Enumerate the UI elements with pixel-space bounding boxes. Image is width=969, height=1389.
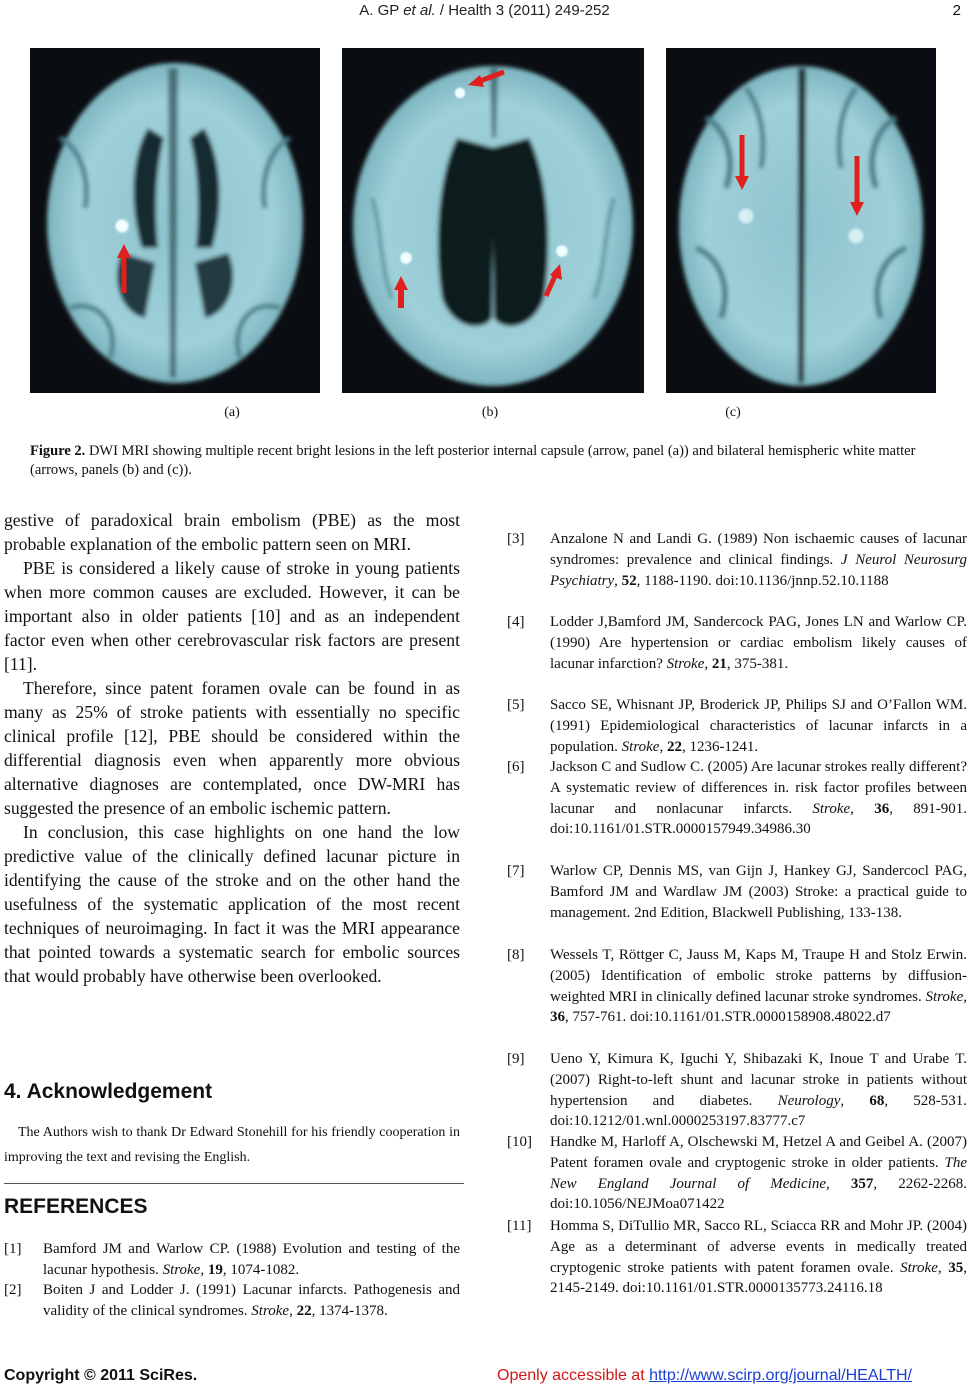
reference-volume: 22 (296, 1302, 312, 1319)
reference-journal: Stroke (162, 1261, 201, 1278)
reference-text: Homma S, DiTullio MR, Sacco RL, Sciacca RR and Mohr JP. (2004) Age as a determinant of adverse events in medically treated cryptogenic stroke patients with patent foramen ovale. (550, 1218, 967, 1276)
paragraph: In conclusion, this case highlights on one hand the low predictive value of the clinically defined lacunar picture in identifying the cause of the stroke and on the other hand the usefulness of the systematic application of the most recent techniques of neuroimaging. In fact it was the MRI appearance that pointed towards a systematic search for embolic sources that would probably have otherwise been overlooked. (4, 822, 460, 986)
reference-sep: , (614, 572, 622, 589)
footer-copyright: Copyright © 2011 SciRes. (4, 1367, 198, 1384)
header-etal: et al. (403, 2, 436, 19)
reference-journal: Stroke (812, 800, 851, 817)
reference-volume: 35 (948, 1259, 964, 1276)
header-journal: / Health 3 (2011) 249-252 (435, 2, 610, 19)
reference-pages: , 1374-1378. (311, 1302, 388, 1319)
lesion-marker (453, 86, 467, 100)
reference-volume: 19 (207, 1261, 223, 1278)
reference-pages: , 2262-2268. doi:10.1056/NEJMoa071422 (550, 1175, 968, 1213)
reference-volume: 52 (621, 572, 637, 589)
footer-access (497, 1367, 912, 1385)
reference-pages: , 1074-1082. (222, 1261, 300, 1278)
reference-volume: 36 (550, 1009, 565, 1026)
reference-sep: , (704, 655, 712, 672)
reference-number: [2] (4, 1282, 22, 1298)
header-author: A. GP (359, 2, 404, 19)
figure-caption (30, 442, 940, 480)
reference-sep: , (963, 988, 967, 1005)
paragraph: gestive of paradoxical brain embolism (PBE) as the most probable explanation of the embolic pattern seen on MRI. (4, 510, 460, 554)
caption-text: DWI MRI showing multiple recent bright lesions in the left posterior internal capsule (arrow, panel (a)) and bilateral hemispheric white matter (arrows, panels (b) and (c)). (30, 443, 916, 478)
reference-volume: 22 (666, 738, 682, 755)
reference-journal: Stroke (621, 738, 660, 755)
references-heading: REFERENCES (4, 1195, 148, 1218)
reference-pages: , 2145-2149. doi:10.1161/01.STR.0000135773.24116.18 (550, 1259, 968, 1297)
lesion-marker (398, 250, 414, 266)
lesion-marker (846, 226, 866, 246)
reference-text: Jackson C and Sudlow C. (2005) Are lacunar strokes really different? A systematic review of differences in. risk factor profiles between lacunar and nonlacunar infarcts. (550, 759, 967, 817)
reference-text: Boiten J and Lodder J. (1991) Lacunar infarcts. Pathogenesis and validity of the clinical syndromes. (43, 1282, 460, 1319)
reference-number: [9] (507, 1051, 525, 1067)
reference-sep: , (289, 1302, 297, 1319)
mri-panel-b (342, 48, 644, 393)
reference-number: [7] (507, 863, 525, 879)
reference-journal: Neurology (777, 1092, 841, 1109)
reference-pages: , 757-761. doi:10.1161/01.STR.0000158908.48022.d7 (565, 1009, 891, 1026)
caption-label: Figure 2. (30, 443, 86, 459)
panel-label-b: (b) (481, 405, 499, 420)
reference-sep: , (850, 800, 875, 817)
reference-text: Sacco SE, Whisnant JP, Broderick JP, Philips SJ and O’Fallon WM. (1991) Epidemiological characteristics of lacunar infarcts in a population. (550, 697, 967, 755)
reference-volume: 36 (874, 800, 890, 817)
lesion-marker (113, 217, 131, 235)
paragraph: Therefore, since patent foramen ovale can be found in as many as 25% of stroke patients with essentially no specific clinical profile [12], PBE should be considered within the differential diagnosis even when apparently more obvious alternative diagnoses are contemplated, once DW-MRI has suggested the presence of an embolic ischemic pattern. (4, 678, 460, 818)
reference-volume: 21 (711, 655, 727, 672)
reference-journal: Stroke (925, 988, 964, 1005)
running-header (0, 2, 969, 19)
reference-journal: Stroke (251, 1302, 290, 1319)
reference-sep: , (937, 1259, 949, 1276)
reference-journal: J Neurol Neurosurg Psychiatry (550, 551, 967, 589)
reference-journal: Stroke (900, 1259, 938, 1276)
reference-text: Wessels T, Röttger C, Jauss M, Kaps M, Traupe H and Stolz Erwin. (2005) Identification of embolic stroke patterns by diffusion-weighted MRI in clinically defined lacunar stroke syndromes. (550, 947, 967, 1005)
panel-label-a: (a) (224, 405, 240, 420)
reference-number: [11] (507, 1218, 532, 1234)
divider (4, 1183, 464, 1184)
reference-number: [6] (507, 759, 525, 775)
reference-text: Bamford JM and Warlow CP. (1988) Evolution and testing of the lacunar hypothesis. (43, 1241, 460, 1278)
reference-volume: 357 (850, 1175, 874, 1192)
reference-number: [3] (507, 531, 525, 547)
reference-number: [8] (507, 947, 525, 963)
acknowledgement-heading: 4. Acknowledgement (4, 1080, 213, 1103)
reference-text: Handke M, Harloff A, Olschewski M, Hetzel A and Geibel A. (2007) Patent foramen ovale and cryptogenic stroke in older patients. (550, 1134, 967, 1171)
left-column (4, 508, 460, 988)
reference-sep: , (840, 1092, 870, 1109)
reference-sep: , (659, 738, 667, 755)
reference-number: [1] (4, 1241, 22, 1257)
lesion-marker (554, 243, 570, 259)
reference-text: Anzalone N and Landi G. (1989) Non ischaemic causes of lacunar syndromes: prevalence and clinical findings. (550, 531, 967, 568)
page-number: 2 (952, 2, 961, 19)
mri-panel-c (666, 48, 936, 393)
reference-sep: , (826, 1175, 851, 1192)
reference-pages: , 528-531. doi:10.1212/01.wnl.0000253197.83777.c7 (550, 1092, 967, 1130)
journal-link[interactable]: http://www.scirp.org/journal/HEALTH/ (649, 1367, 912, 1384)
reference-text: Lodder J,Bamford JM, Sandercock PAG, Jones LN and Warlow CP. (1990) Are hypertension or cardiac embolism likely causes of lacunar infarction? (550, 614, 967, 672)
reference-pages: , 1188-1190. doi:10.1136/jnnp.52.10.1188 (636, 572, 889, 589)
reference-text: Warlow CP, Dennis MS, van Gijn J, Hankey GJ, Sandercocl PAG, Bamford JM and Wardlaw JM (2003) Stroke: a practical guide to management. 2nd Edition, Blackwell Publishing, 133-138. (550, 863, 967, 921)
paragraph: PBE is considered a likely cause of stroke in young patients when more common causes are excluded. However, it can be important also in older patients [10] and as an independent factor even when other cerebrovascular risk factors are present [11]. (4, 558, 460, 674)
panel-label-c: (c) (725, 405, 741, 420)
reference-volume: 68 (869, 1092, 885, 1109)
footer-access-text: Openly accessible at (497, 1367, 650, 1384)
reference-pages: , 1236-1241. (681, 738, 759, 755)
mri-panel-a (30, 48, 320, 393)
acknowledgement-text: The Authors wish to thank Dr Edward Stonehill for his friendly cooperation in improving the text and revising the English. (4, 1125, 460, 1165)
reference-text: Ueno Y, Kimura K, Iguchi Y, Shibazaki K, Inoue T and Urabe T. (2007) Right-to-left shunt and lacunar stroke in patients without hypertension and diabetes. (550, 1051, 967, 1109)
reference-number: [5] (507, 697, 525, 713)
reference-pages: , 375-381. (726, 655, 789, 672)
reference-journal: The New England Journal of Medicine (550, 1154, 967, 1192)
reference-pages: , 891-901. doi:10.1161/01.STR.0000157949.34986.30 (550, 800, 968, 838)
reference-number: [10] (507, 1134, 532, 1150)
lesion-marker (736, 206, 756, 226)
reference-journal: Stroke (666, 655, 705, 672)
reference-number: [4] (507, 614, 525, 630)
reference-sep: , (200, 1261, 208, 1278)
